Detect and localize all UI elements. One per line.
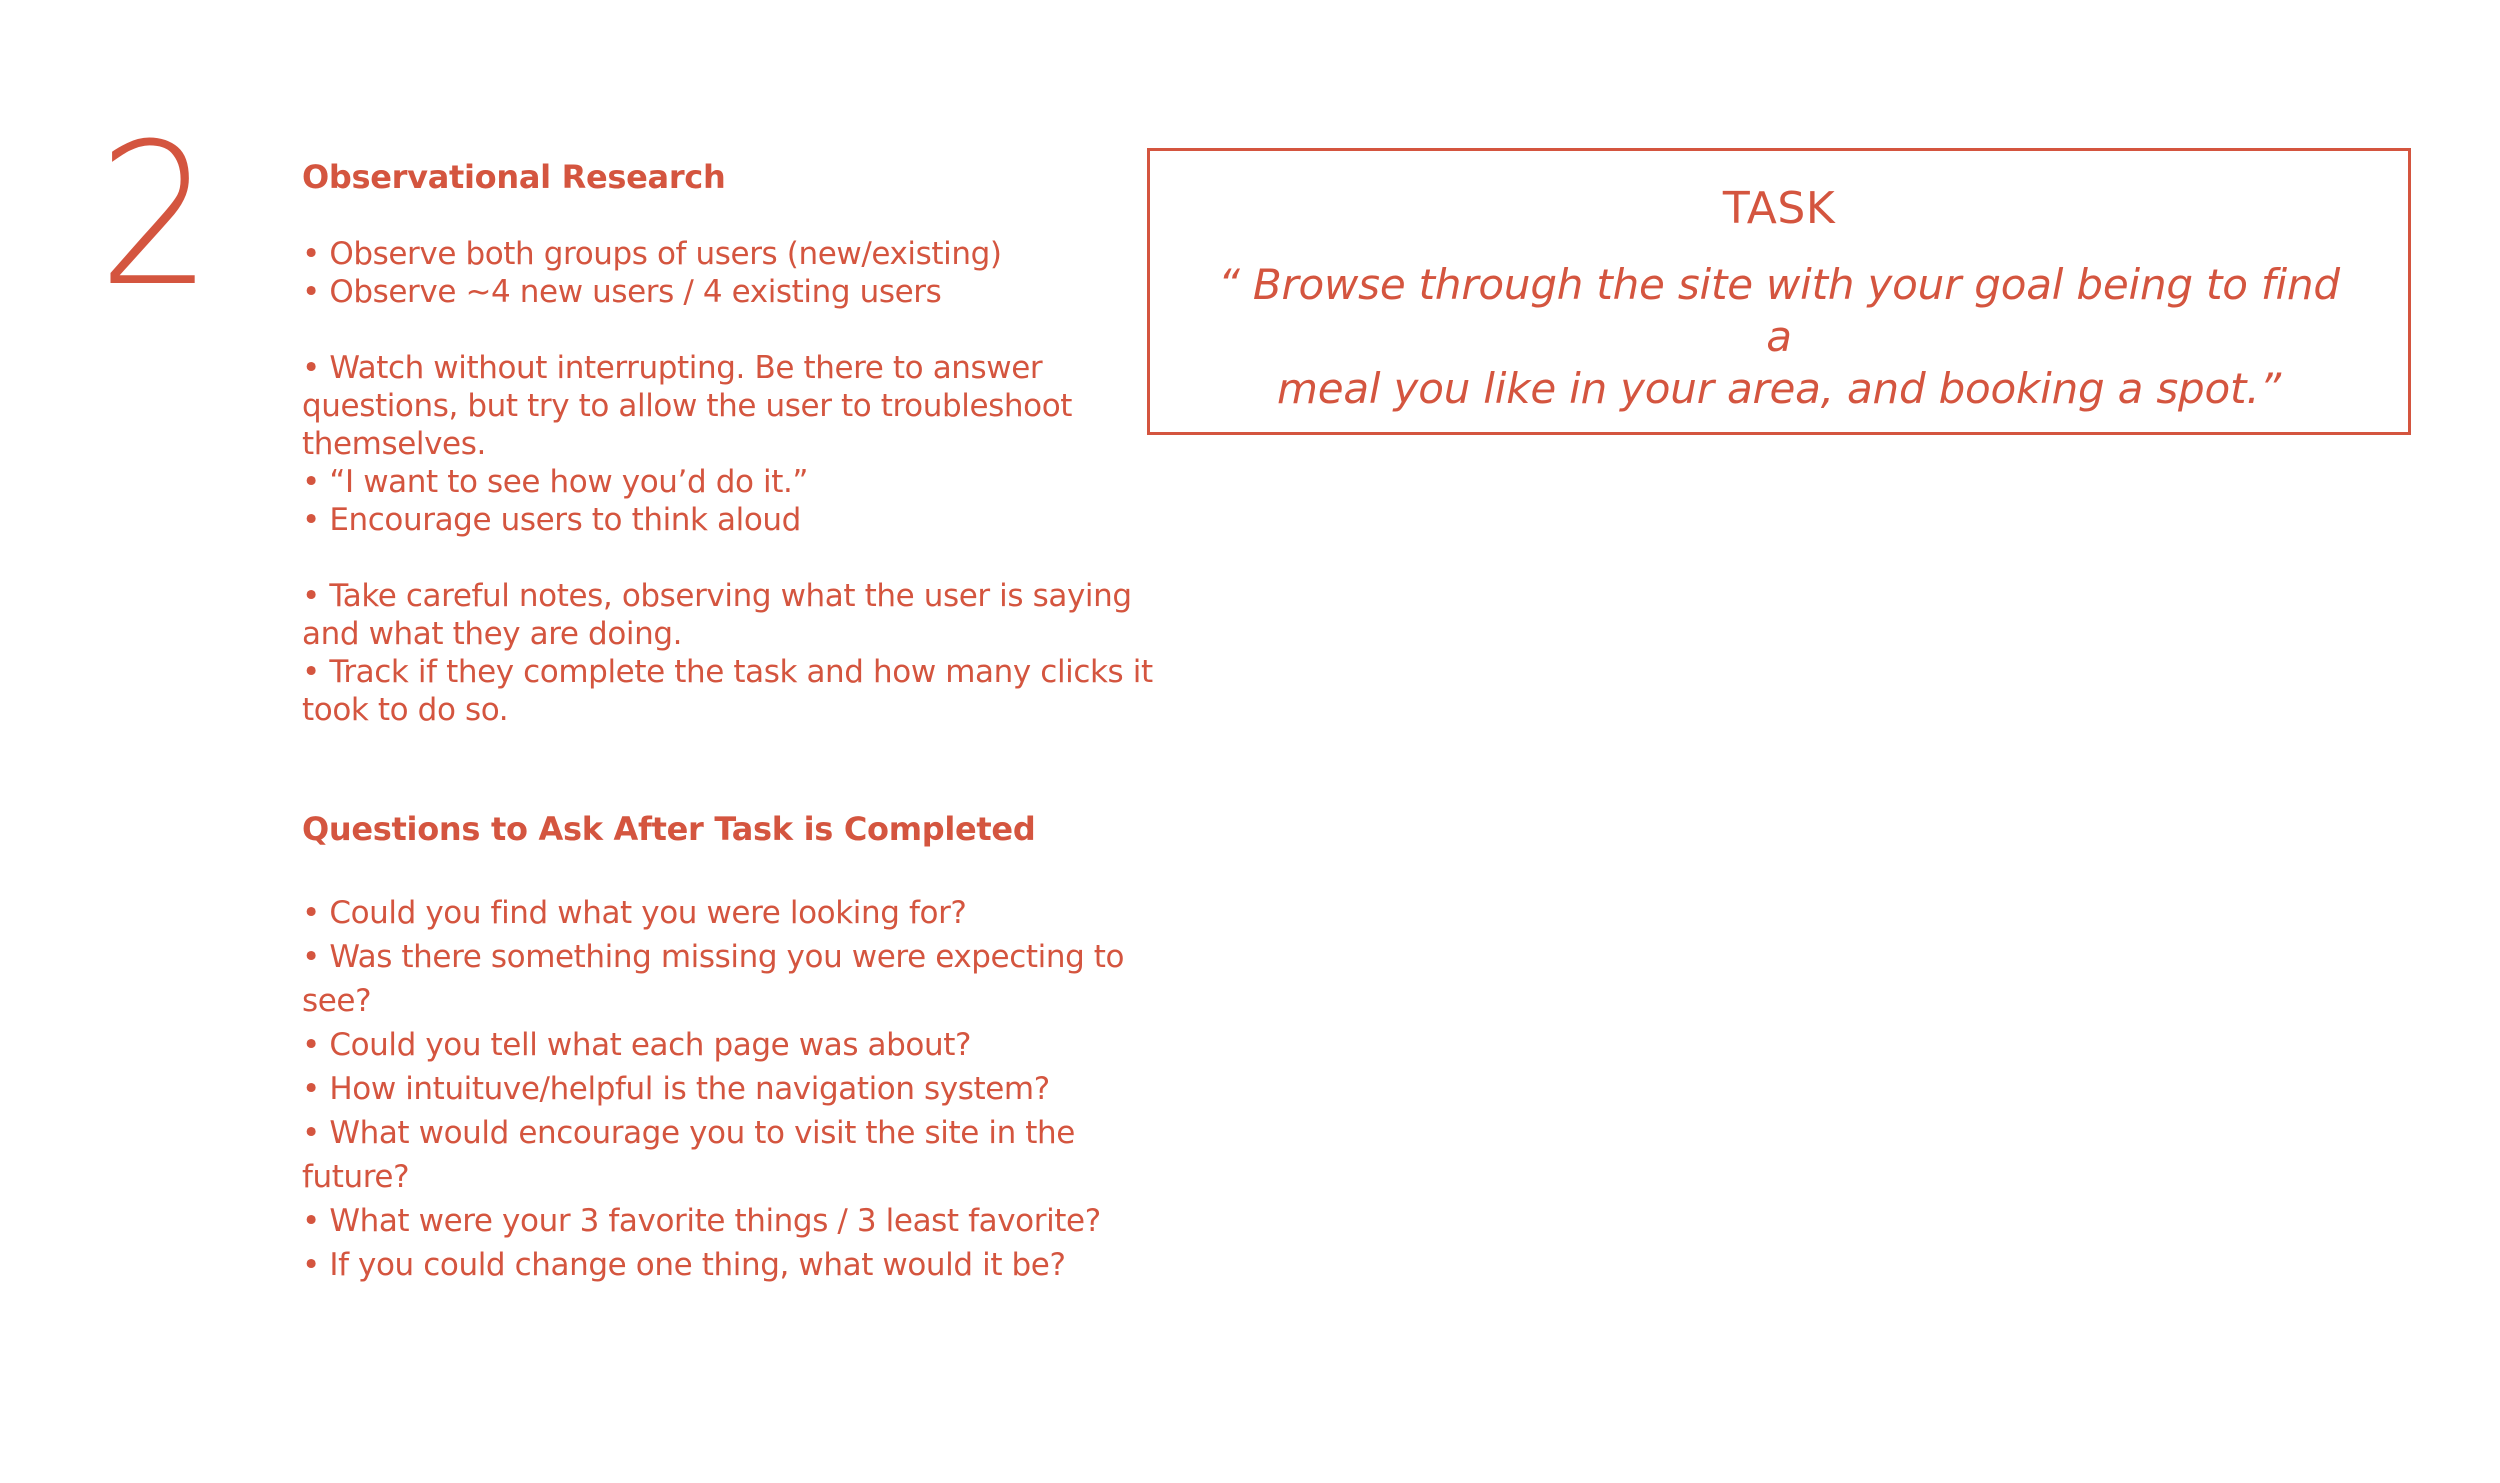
observational-research-heading: Observational Research [302,158,726,196]
questions-heading: Questions to Ask After Task is Completed [302,810,1036,848]
question-item: • What would encourage you to visit the site in the future? [302,1115,1075,1195]
observation-line: • “I want to see how you’d do it.” [302,464,809,500]
question-item: • Could you find what you were looking for? [302,895,967,931]
observation-line: themselves. [302,426,486,462]
question-item: • If you could change one thing, what would it be? [302,1247,1066,1283]
slide-number: 2 [98,102,213,330]
observation-line: • Encourage users to think aloud [302,502,801,538]
task-quote-line: meal you like in your area, and booking a spot.” [1277,364,2281,413]
observation-line: • Track if they complete the task and how many clicks it [302,654,1153,690]
observation-group-3 [302,577,1182,729]
observation-line: • Observe ~4 new users / 4 existing users [302,274,942,310]
questions-list [302,891,1182,1287]
observation-line: • Observe both groups of users (new/existing) [302,236,1002,272]
task-quote [1209,259,2349,415]
observation-line: and what they are doing. [302,616,683,652]
observation-line: questions, but try to allow the user to troubleshoot [302,388,1073,424]
observation-line: took to do so. [302,692,509,728]
task-box [1147,148,2411,435]
task-quote-line: “ Browse through the site with your goal being to find a [1218,260,2340,361]
observation-group-2 [302,349,1182,539]
research-notes-column [302,155,1182,1287]
observation-group-1 [302,235,1182,311]
observation-line: • Watch without interrupting. Be there to answer [302,350,1043,386]
question-item: • Could you tell what each page was about? [302,1027,972,1063]
question-item: • Was there something missing you were expecting to see? [302,939,1125,1019]
question-item: • How intuituve/helpful is the navigation system? [302,1071,1050,1107]
observation-line: • Take careful notes, observing what the user is saying [302,578,1132,614]
task-title: TASK [1722,183,1836,234]
question-item: • What were your 3 favorite things / 3 least favorite? [302,1203,1101,1239]
